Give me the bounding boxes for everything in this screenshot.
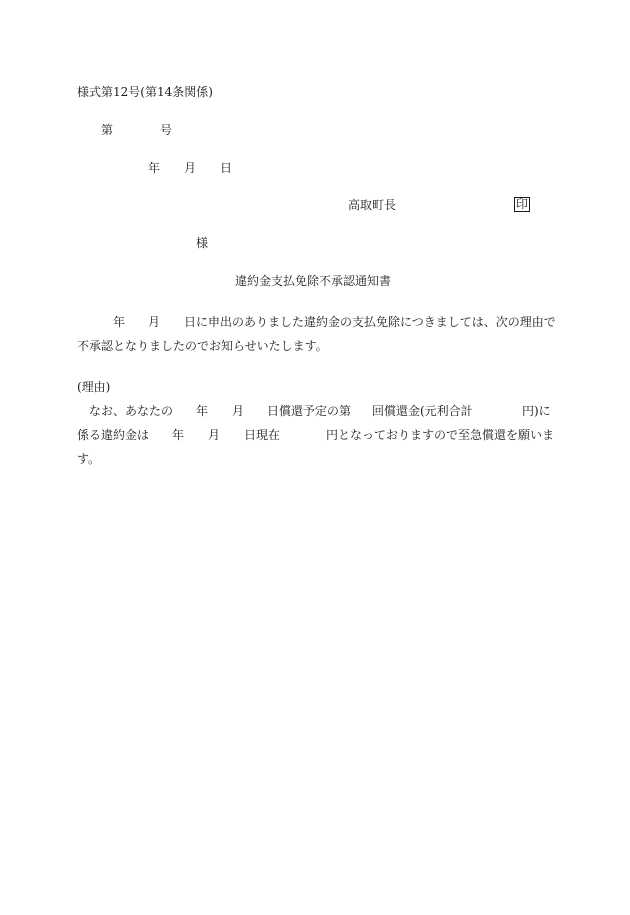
body-line2-text: 不承認となりましたのでお知らせいたします。 bbox=[77, 339, 328, 353]
reason-heading: (理由) bbox=[77, 380, 111, 394]
reason-line1-a: なお、あなたの bbox=[89, 404, 174, 418]
date-year: 年 bbox=[148, 161, 161, 175]
form-label: 様式第12号(第14条関係) bbox=[77, 85, 213, 99]
reason-line2-a: 係る違約金は bbox=[77, 428, 150, 442]
reason-line1-month: 月 bbox=[232, 404, 245, 418]
addressee-honorific: 様 bbox=[196, 236, 209, 250]
body-year: 年 bbox=[113, 315, 126, 329]
reason-line1-b: 日償還予定の第 bbox=[267, 404, 352, 418]
document-title: 違約金支払免除不承認通知書 bbox=[235, 274, 392, 288]
body-line1-text: 日に申出のありました違約金の支払免除につきましては、次の理由で bbox=[184, 315, 556, 329]
issuer-name: 高取町長 bbox=[348, 198, 397, 212]
reason-line3: す。 bbox=[77, 452, 101, 466]
doc-number-prefix: 第 bbox=[101, 123, 114, 137]
reason-line1-d: 円)に bbox=[522, 404, 551, 418]
reason-line2-month: 月 bbox=[208, 428, 221, 442]
reason-line1-c: 回償還金(元利合計 bbox=[372, 404, 473, 418]
reason-line2-c: 円となっておりますので至急償還を願いま bbox=[326, 428, 555, 442]
body-month: 月 bbox=[148, 315, 161, 329]
doc-number-suffix: 号 bbox=[160, 123, 173, 137]
reason-line2-year: 年 bbox=[172, 428, 185, 442]
reason-line2-b: 日現在 bbox=[244, 428, 281, 442]
seal-stamp-mark: 印 bbox=[516, 197, 529, 211]
date-day: 日 bbox=[220, 161, 233, 175]
reason-line1-year: 年 bbox=[196, 404, 209, 418]
date-month: 月 bbox=[184, 161, 197, 175]
